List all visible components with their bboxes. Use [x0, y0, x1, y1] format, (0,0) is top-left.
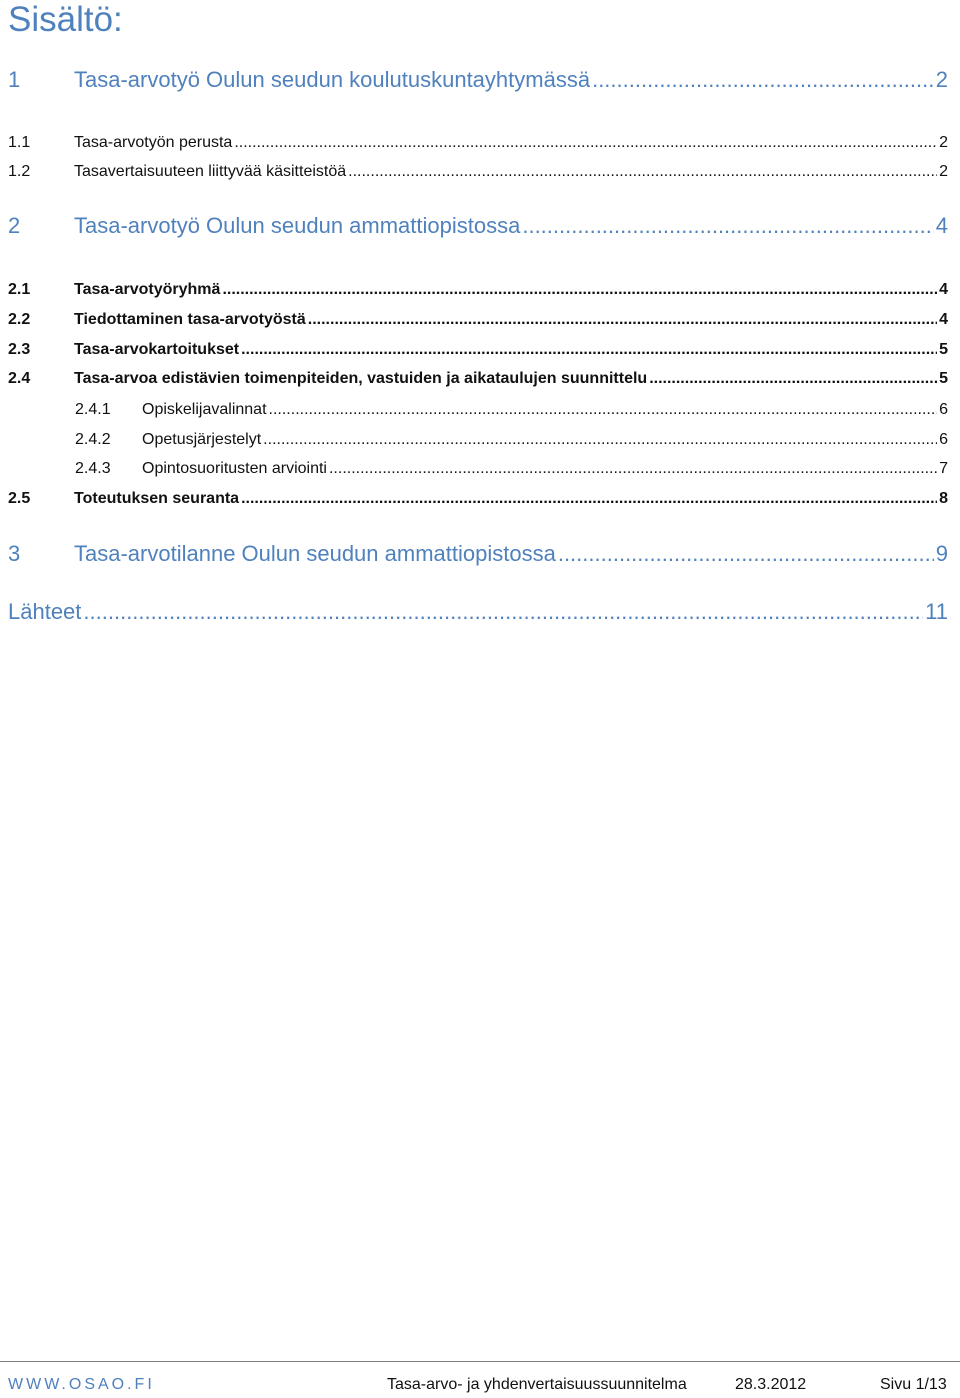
- toc-dot-leader: [241, 341, 937, 359]
- footer-page-number: Sivu 1/13: [880, 1376, 947, 1393]
- footer-date: 28.3.2012: [735, 1376, 807, 1393]
- toc-dot-leader: [308, 311, 937, 329]
- toc-entry-3[interactable]: [8, 541, 948, 567]
- toc-entry-number: 1: [8, 67, 21, 92]
- toc-entry-page: 9: [935, 541, 948, 566]
- toc-entry-label: Tasa-arvoa edistävien toimenpiteiden, vastuiden ja aikataulujen suunnittelu: [74, 370, 648, 387]
- toc-entry-label: Tasa-arvotyöryhmä: [74, 281, 221, 298]
- toc-entry-label: Tasa-arvotyön perusta: [74, 134, 233, 151]
- toc-dot-leader: [241, 490, 937, 508]
- toc-entry-1-1[interactable]: [8, 134, 948, 152]
- toc-entry-number: 2: [8, 213, 21, 238]
- toc-entry-lahteet[interactable]: [8, 599, 948, 625]
- toc-entry-page: 2: [939, 163, 948, 180]
- toc-entry-number: 2.4.1: [75, 401, 111, 418]
- toc-entry-page: 5: [939, 341, 948, 358]
- toc-dot-leader: [329, 460, 937, 478]
- toc-entry-page: 11: [925, 599, 948, 624]
- toc-entry-page: 8: [939, 490, 948, 507]
- toc-entry-label: Opiskelijavalinnat: [142, 401, 267, 418]
- toc-entry-label: Tasa-arvotilanne Oulun seudun ammattiopistossa: [74, 541, 556, 566]
- toc-entry-2-4-3[interactable]: [75, 460, 948, 478]
- toc-entry-number: 2.1: [8, 281, 31, 298]
- toc-entry-label: Tiedottaminen tasa-arvotyöstä: [74, 311, 306, 328]
- toc-entry-number: 3: [8, 541, 21, 566]
- toc-entry-page: 4: [939, 311, 948, 328]
- toc-entry-number: 1.1: [8, 134, 31, 151]
- toc-entry-1-2[interactable]: [8, 163, 948, 181]
- page-footer: [0, 1376, 960, 1396]
- toc-dot-leader: [649, 370, 937, 388]
- toc-entry-1[interactable]: [8, 67, 948, 93]
- toc-entry-page: 6: [939, 431, 948, 448]
- toc-entry-label: Lähteet: [8, 599, 82, 624]
- toc-dot-leader: [522, 213, 933, 239]
- toc-dot-leader: [558, 541, 934, 567]
- toc-entry-label: Toteutuksen seuranta: [74, 490, 240, 507]
- toc-dot-leader: [222, 281, 937, 299]
- toc-entry-label: Tasa-arvokartoitukset: [74, 341, 240, 358]
- toc-entry-number: 2.4: [8, 370, 31, 387]
- toc-dot-leader: [234, 134, 937, 152]
- footer-website-link[interactable]: WWW.OSAO.FI: [8, 1376, 155, 1393]
- footer-divider: [0, 1361, 960, 1362]
- toc-entry-page: 2: [939, 134, 948, 151]
- toc-entry-2-2[interactable]: [8, 311, 948, 329]
- toc-entry-page: 7: [939, 460, 948, 477]
- toc-entry-label: Opintosuoritusten arviointi: [142, 460, 327, 477]
- footer-document-title: Tasa-arvo- ja yhdenvertaisuussuunnitelma: [387, 1376, 687, 1393]
- toc-entry-2-4-2[interactable]: [75, 431, 948, 449]
- toc-entry-page: 4: [939, 281, 948, 298]
- toc-entry-2-3[interactable]: [8, 341, 948, 359]
- toc-entry-page: 4: [935, 213, 948, 238]
- toc-entry-page: 6: [939, 401, 948, 418]
- toc-dot-leader: [592, 67, 934, 93]
- toc-entry-page: 5: [939, 370, 948, 387]
- toc-dot-leader: [269, 401, 938, 419]
- toc-entry-number: 2.4.2: [75, 431, 111, 448]
- toc-entry-2[interactable]: [8, 213, 948, 239]
- toc-dot-leader: [263, 431, 937, 449]
- toc-entry-number: 2.5: [8, 490, 31, 507]
- toc-entry-number: 1.2: [8, 163, 31, 180]
- toc-entry-number: 2.4.3: [75, 460, 111, 477]
- toc-entry-2-4-1[interactable]: [75, 401, 948, 419]
- toc-entry-label: Tasa-arvotyö Oulun seudun ammattiopistossa: [74, 213, 521, 238]
- toc-entry-label: Opetusjärjestelyt: [142, 431, 262, 448]
- toc-entry-number: 2.3: [8, 341, 31, 358]
- toc-entry-label: Tasa-arvotyö Oulun seudun koulutuskuntayhtymässä: [74, 67, 591, 92]
- toc-entry-number: 2.2: [8, 311, 31, 328]
- toc-entry-2-5[interactable]: [8, 490, 948, 508]
- toc-entry-label: Tasavertaisuuteen liittyvää käsitteistöä: [74, 163, 347, 180]
- page-title: Sisältö:: [8, 0, 123, 39]
- toc-dot-leader: [348, 163, 937, 181]
- toc-entry-2-4[interactable]: [8, 370, 948, 388]
- toc-entry-2-1[interactable]: [8, 281, 948, 299]
- toc-entry-page: 2: [935, 67, 948, 92]
- toc-dot-leader: [83, 599, 923, 625]
